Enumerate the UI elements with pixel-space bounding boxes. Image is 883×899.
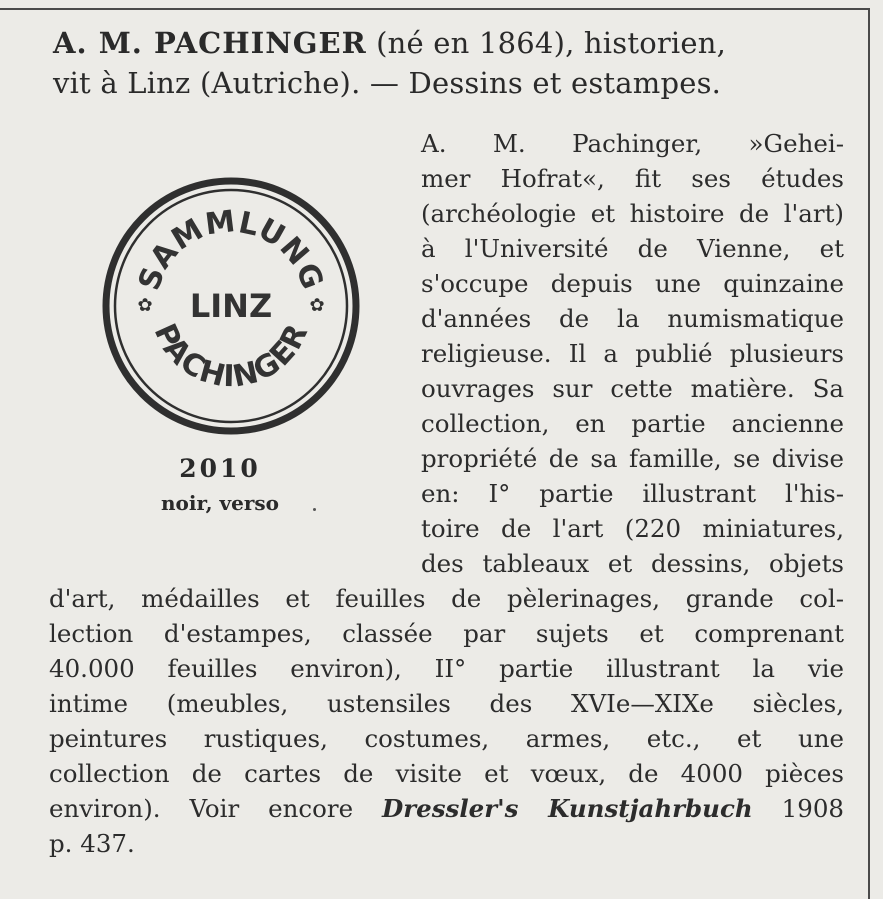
body-line: mer Hofrat«, fit ses études: [421, 164, 844, 193]
body-line: des tableaux et dessins, objets: [421, 549, 844, 578]
collection-stamp: [100, 175, 362, 437]
stamp-center-text: LINZ: [189, 287, 273, 325]
reference-year: 1908: [752, 794, 845, 823]
body-line: d'art, médailles et feuilles de pèlerinages, grande col-: [49, 584, 844, 613]
frame-top-border: [0, 8, 870, 10]
body-line: lection d'estampes, classée par sujets et comprenant: [49, 619, 844, 648]
stray-dot: [313, 508, 316, 511]
catalog-caption: noir, verso: [161, 491, 279, 515]
body-line: collection, en partie ancienne: [421, 409, 844, 438]
body-line: 40.000 feuilles environ), II° partie illustrant la vie: [49, 654, 844, 683]
body-line: propriété de sa famille, se divise: [421, 444, 844, 473]
body-line: peintures rustiques, costumes, armes, etc., et une: [49, 724, 844, 753]
svg-text:PACHINGER: [147, 318, 316, 395]
body-line: d'années de la numismatique: [421, 304, 844, 333]
stamp-ornament-left-icon: ✿: [137, 295, 153, 316]
header-line-1-rest: (né en 1864), historien,: [366, 26, 727, 60]
body-line: collection de cartes de visite et vœux, de 4000 pièces: [49, 759, 844, 788]
body-line: en: I° partie illustrant l'his-: [421, 479, 844, 508]
collector-name: A. M. PACHINGER: [53, 26, 367, 60]
body-line: ouvrages sur cette matière. Sa: [421, 374, 844, 403]
frame-right-border: [868, 8, 870, 899]
body-line: s'occupe depuis une quinzaine: [421, 269, 844, 298]
body-line-final: p. 437.: [49, 829, 135, 858]
body-line: A. M. Pachinger, »Gehei-: [421, 129, 844, 158]
body-line: à l'Université de Vienne, et: [421, 234, 844, 263]
entry-header-line-2: vit à Linz (Autriche). — Dessins et estampes.: [53, 66, 722, 100]
body-line-with-reference: [49, 794, 844, 823]
entry-header-line-1: [53, 26, 853, 60]
body-line: toire de l'art (220 miniatures,: [421, 514, 844, 543]
stamp-top-text: SAMMLUNG: [131, 203, 331, 295]
body-line: (archéologie et histoire de l'art): [421, 199, 844, 228]
reference-title: Dressler's Kunstjahrbuch: [382, 794, 753, 823]
body-line: religieuse. Il a publié plusieurs: [421, 339, 844, 368]
svg-text:SAMMLUNG: [132, 204, 330, 295]
catalog-number: 2010: [179, 454, 261, 483]
stamp-bottom-text: PACHINGER: [146, 318, 316, 395]
reference-prefix: environ). Voir encore: [49, 794, 383, 823]
stamp-ornament-right-icon: ✿: [309, 295, 325, 316]
body-line: intime (meubles, ustensiles des XVIe—XIXe siècles,: [49, 689, 844, 718]
